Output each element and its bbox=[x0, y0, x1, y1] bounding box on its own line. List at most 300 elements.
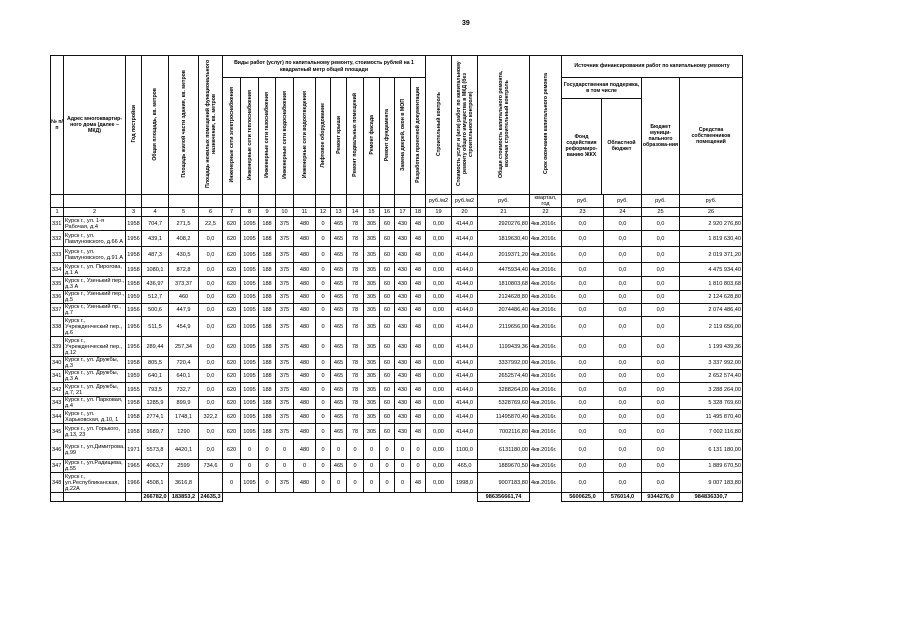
row-cell: 60 bbox=[380, 217, 395, 231]
row-cell: 0,00 bbox=[426, 397, 452, 410]
row-cell: 620 bbox=[223, 440, 241, 460]
row-cell: 480 bbox=[294, 317, 316, 337]
row-cell: 1998,0 bbox=[452, 473, 478, 493]
total-fund: 5600625,0 bbox=[562, 493, 604, 502]
row-cell: 465 bbox=[331, 291, 347, 304]
row-cell: 4144,0 bbox=[452, 383, 478, 397]
row-cell: 60 bbox=[380, 337, 395, 357]
row-cell: 78 bbox=[347, 397, 364, 410]
row-cell: 0,0 bbox=[199, 370, 223, 383]
row-number: 346 bbox=[51, 440, 64, 460]
row-cell: 375 bbox=[276, 231, 294, 247]
row-total-cost: 1199439,36 bbox=[478, 337, 530, 357]
unit-c25: руб. bbox=[642, 195, 680, 208]
row-deadline: 4кв.2016г. bbox=[530, 424, 562, 440]
row-cell: 465 bbox=[331, 410, 347, 424]
row-cell: 48 bbox=[411, 277, 426, 291]
row-cell: 0 bbox=[241, 440, 259, 460]
row-number: 332 bbox=[51, 231, 64, 247]
row-cell: 620 bbox=[223, 424, 241, 440]
row-cell: 465 bbox=[331, 460, 347, 473]
table-row bbox=[51, 357, 743, 370]
row-cell: 480 bbox=[294, 370, 316, 383]
header-funding-group: Источник финансирования работ по капитальному ремонту bbox=[562, 56, 743, 78]
row-cell: 48 bbox=[411, 370, 426, 383]
row-cell: 0 bbox=[364, 460, 380, 473]
row-cell: 1095 bbox=[241, 410, 259, 424]
row-cell: 0 bbox=[259, 460, 276, 473]
row-cell: 0,0 bbox=[562, 247, 604, 263]
capital-repair-table-sheet bbox=[50, 55, 743, 502]
row-deadline: 4кв.2016г. bbox=[530, 473, 562, 493]
row-cell: 408,2 bbox=[169, 231, 199, 247]
row-cell: 620 bbox=[223, 231, 241, 247]
row-cell: 0,00 bbox=[426, 424, 452, 440]
row-cell: 0,0 bbox=[642, 217, 680, 231]
row-owners-funds: 1 199 439,36 bbox=[680, 337, 743, 357]
row-cell: 620 bbox=[223, 383, 241, 397]
column-number: 5 bbox=[169, 208, 199, 217]
row-address: Курск г., Узенький пр., д.7 bbox=[64, 304, 126, 317]
row-cell: 5573,8 bbox=[142, 440, 169, 460]
row-cell: 1095 bbox=[241, 217, 259, 231]
row-cell: 0,00 bbox=[426, 410, 452, 424]
row-cell: 4063,7 bbox=[142, 460, 169, 473]
row-deadline: 4кв.2016г. bbox=[530, 410, 562, 424]
row-cell: 0,0 bbox=[199, 231, 223, 247]
row-cell: 620 bbox=[223, 410, 241, 424]
row-cell: 48 bbox=[411, 410, 426, 424]
row-cell: 48 bbox=[411, 383, 426, 397]
row-cell: 0,0 bbox=[604, 247, 642, 263]
row-cell: 0 bbox=[316, 337, 331, 357]
row-deadline: 4кв.2016г. bbox=[530, 317, 562, 337]
row-total-cost: 9007183,80 bbox=[478, 473, 530, 493]
row-deadline: 4кв.2016г. bbox=[530, 291, 562, 304]
header-owners: Средства собственников помещений bbox=[680, 78, 743, 195]
total-regional: 576014,0 bbox=[604, 493, 642, 502]
row-address: Курск г., ул.Радищева, д.55 bbox=[64, 460, 126, 473]
column-number: 6 bbox=[199, 208, 223, 217]
header-nonliving-area: Площадь нежилых помещений функционального назначения, кв. метров bbox=[199, 56, 223, 195]
row-cell: 0 bbox=[364, 473, 380, 493]
row-cell: 78 bbox=[347, 277, 364, 291]
row-cell: 375 bbox=[276, 370, 294, 383]
row-cell: 1958 bbox=[126, 277, 142, 291]
row-cell: 305 bbox=[364, 247, 380, 263]
row-cell: 0,0 bbox=[642, 424, 680, 440]
row-cell: 0,0 bbox=[642, 410, 680, 424]
row-owners-funds: 5 328 769,60 bbox=[680, 397, 743, 410]
table-row bbox=[51, 217, 743, 231]
row-cell: 0 bbox=[316, 397, 331, 410]
header-regional: Областной бюджет bbox=[607, 140, 636, 153]
row-cell: 4144,0 bbox=[452, 424, 478, 440]
row-cell: 4144,0 bbox=[452, 410, 478, 424]
unit-c21: руб. bbox=[478, 195, 530, 208]
row-cell: 465 bbox=[331, 424, 347, 440]
row-cell: 465 bbox=[331, 357, 347, 370]
row-number: 339 bbox=[51, 337, 64, 357]
row-cell: 188 bbox=[259, 383, 276, 397]
row-total-cost: 3288264,00 bbox=[478, 383, 530, 397]
row-cell: 0 bbox=[380, 460, 395, 473]
row-cell: 1958 bbox=[126, 424, 142, 440]
row-address: Курск г., ул. Парковая, д.4 bbox=[64, 397, 126, 410]
row-cell: 620 bbox=[223, 317, 241, 337]
row-cell: 1095 bbox=[241, 263, 259, 277]
row-cell: 1958 bbox=[126, 357, 142, 370]
table-row bbox=[51, 410, 743, 424]
header-work-7: Ремонт крыши bbox=[331, 78, 347, 195]
row-cell: 1959 bbox=[126, 291, 142, 304]
row-cell: 4508,1 bbox=[142, 473, 169, 493]
row-cell: 0,0 bbox=[562, 460, 604, 473]
row-cell: 0 bbox=[223, 460, 241, 473]
row-cell: 375 bbox=[276, 410, 294, 424]
row-address: Курск г., ул. Харьковская, д.10, 1 bbox=[64, 410, 126, 424]
row-cell: 48 bbox=[411, 357, 426, 370]
row-cell: 4144,0 bbox=[452, 231, 478, 247]
row-owners-funds: 1 810 803,68 bbox=[680, 277, 743, 291]
row-address: Курск г., Узенький пер., д.5 bbox=[65, 291, 125, 303]
row-address: Курск г., ул. Павлуновского, д.91 А bbox=[64, 247, 126, 263]
row-owners-funds: 2 019 371,20 bbox=[680, 247, 743, 263]
row-cell: 0,0 bbox=[642, 397, 680, 410]
row-cell: 1956 bbox=[126, 304, 142, 317]
row-cell: 0,0 bbox=[642, 277, 680, 291]
row-cell: 1285,9 bbox=[142, 397, 169, 410]
row-cell: 0,00 bbox=[426, 291, 452, 304]
row-cell: 1956 bbox=[126, 231, 142, 247]
row-cell: 78 bbox=[347, 231, 364, 247]
row-address: Курск г., Учрежденческий пер., д.6 bbox=[64, 317, 126, 337]
unit-c26: руб. bbox=[680, 195, 743, 208]
row-cell: 0,0 bbox=[604, 277, 642, 291]
row-cell: 3616,8 bbox=[169, 473, 199, 493]
row-cell: 305 bbox=[364, 263, 380, 277]
table-row bbox=[51, 247, 743, 263]
row-cell: 1689,7 bbox=[142, 424, 169, 440]
header-work-5: Инженерные сети водоотведения bbox=[294, 78, 316, 195]
row-cell: 0,0 bbox=[604, 263, 642, 277]
column-number: 11 bbox=[294, 208, 316, 217]
row-cell: 0,0 bbox=[604, 217, 642, 231]
row-address: Курск г., Учрежденческий пер., д.12 bbox=[64, 337, 126, 357]
row-cell: 0 bbox=[347, 440, 364, 460]
row-cell: 188 bbox=[259, 277, 276, 291]
row-cell: 375 bbox=[276, 424, 294, 440]
row-cell: 0,0 bbox=[199, 383, 223, 397]
row-cell: 430 bbox=[395, 263, 411, 277]
row-owners-funds: 7 002 116,80 bbox=[680, 424, 743, 440]
row-cell: 1966 bbox=[126, 473, 142, 493]
row-deadline: 4кв.2016г. bbox=[530, 460, 562, 473]
row-cell: 0,0 bbox=[562, 304, 604, 317]
row-cell: 305 bbox=[364, 277, 380, 291]
row-cell bbox=[199, 473, 223, 493]
row-cell: 60 bbox=[380, 357, 395, 370]
row-cell: 0 bbox=[316, 217, 331, 231]
row-deadline: 4кв.2016г. bbox=[530, 383, 562, 397]
header-municipal: Бюджет муници-пального образова-ния bbox=[642, 78, 680, 195]
row-cell: 0,0 bbox=[562, 357, 604, 370]
row-number: 338 bbox=[51, 317, 64, 337]
row-address: Курск г., Узенький пер., д.3 А bbox=[65, 277, 125, 290]
row-number: 331 bbox=[51, 217, 64, 231]
row-cell: 1095 bbox=[241, 357, 259, 370]
row-cell: 1956 bbox=[126, 317, 142, 337]
row-cell: 0,00 bbox=[426, 317, 452, 337]
row-cell: 4144,0 bbox=[452, 370, 478, 383]
row-cell: 48 bbox=[411, 304, 426, 317]
row-cell: 78 bbox=[347, 410, 364, 424]
row-cell: 4144,0 bbox=[452, 217, 478, 231]
row-cell: 0,0 bbox=[642, 337, 680, 357]
row-address: Курск г., ул.Республиканская, д.22А bbox=[64, 473, 126, 493]
row-cell: 60 bbox=[380, 370, 395, 383]
row-cell: 0 bbox=[331, 473, 347, 493]
row-cell: 480 bbox=[294, 247, 316, 263]
row-cell: 620 bbox=[223, 217, 241, 231]
row-owners-funds: 9 007 183,80 bbox=[680, 473, 743, 493]
table-row bbox=[51, 370, 743, 383]
row-cell: 375 bbox=[276, 263, 294, 277]
row-owners-funds: 11 495 870,40 bbox=[680, 410, 743, 424]
row-cell: 48 bbox=[411, 337, 426, 357]
row-cell: 465,0 bbox=[452, 460, 478, 473]
row-cell: 1095 bbox=[241, 424, 259, 440]
row-cell: 1958 bbox=[126, 247, 142, 263]
row-cell: 305 bbox=[364, 424, 380, 440]
row-cell: 48 bbox=[411, 317, 426, 337]
column-number: 26 bbox=[680, 208, 743, 217]
row-cell: 0,0 bbox=[199, 277, 223, 291]
row-cell: 0,0 bbox=[562, 291, 604, 304]
row-number: 344 bbox=[51, 410, 64, 424]
row-cell: 60 bbox=[380, 397, 395, 410]
row-cell: 465 bbox=[331, 337, 347, 357]
row-cell: 0,0 bbox=[199, 263, 223, 277]
row-cell: 0,0 bbox=[604, 304, 642, 317]
row-cell: 188 bbox=[259, 231, 276, 247]
row-cell: 0,0 bbox=[562, 440, 604, 460]
column-number: 4 bbox=[142, 208, 169, 217]
row-cell: 78 bbox=[347, 337, 364, 357]
row-cell: 480 bbox=[294, 277, 316, 291]
header-work-8: Ремонт подвальных помещений bbox=[347, 78, 364, 195]
header-state-support: Государственная поддержка, в том числе bbox=[562, 78, 641, 98]
row-cell: 0,00 bbox=[426, 217, 452, 231]
row-cell: 487,3 bbox=[142, 247, 169, 263]
row-cell: 0 bbox=[395, 440, 411, 460]
row-cell: 620 bbox=[223, 370, 241, 383]
row-cell: 465 bbox=[331, 397, 347, 410]
row-cell: 0 bbox=[316, 460, 331, 473]
unit-c20: руб./м2 bbox=[452, 195, 478, 208]
row-cell: 430 bbox=[395, 424, 411, 440]
row-cell: 305 bbox=[364, 337, 380, 357]
total-owners: 984836330,7 bbox=[680, 493, 743, 502]
row-cell: 4144,0 bbox=[452, 317, 478, 337]
row-cell: 480 bbox=[294, 357, 316, 370]
row-cell: 0,0 bbox=[604, 231, 642, 247]
row-cell: 0,0 bbox=[199, 440, 223, 460]
row-cell: 1095 bbox=[241, 304, 259, 317]
row-cell: 430 bbox=[395, 231, 411, 247]
row-cell: 430 bbox=[395, 383, 411, 397]
column-number: 23 bbox=[562, 208, 604, 217]
row-cell: 0,00 bbox=[426, 440, 452, 460]
table-row bbox=[51, 424, 743, 440]
header-work-3: Инженерные сети газоснабжения bbox=[259, 78, 276, 195]
row-cell: 0 bbox=[316, 304, 331, 317]
row-cell: 1095 bbox=[241, 383, 259, 397]
row-cell: 0,0 bbox=[562, 424, 604, 440]
row-cell: 500,6 bbox=[142, 304, 169, 317]
row-cell: 60 bbox=[380, 317, 395, 337]
row-cell: 0,0 bbox=[642, 473, 680, 493]
row-cell: 305 bbox=[364, 317, 380, 337]
row-total-cost: 11495870,40 bbox=[478, 410, 530, 424]
row-cell: 0 bbox=[411, 460, 426, 473]
row-cell: 60 bbox=[380, 383, 395, 397]
column-number: 16 bbox=[380, 208, 395, 217]
row-cell: 0 bbox=[316, 247, 331, 263]
row-cell: 480 bbox=[294, 383, 316, 397]
row-number: 333 bbox=[51, 247, 64, 263]
row-cell: 4144,0 bbox=[452, 357, 478, 370]
row-number: 348 bbox=[51, 473, 64, 493]
row-cell: 480 bbox=[294, 473, 316, 493]
column-number: 25 bbox=[642, 208, 680, 217]
row-deadline: 4кв.2016г. bbox=[530, 263, 562, 277]
row-cell: 0,0 bbox=[604, 317, 642, 337]
row-cell: 48 bbox=[411, 217, 426, 231]
row-cell: 188 bbox=[259, 370, 276, 383]
row-cell: 0,0 bbox=[562, 317, 604, 337]
table-row bbox=[51, 383, 743, 397]
row-cell: 720,4 bbox=[169, 357, 199, 370]
row-cell: 0,0 bbox=[199, 291, 223, 304]
row-cell: 48 bbox=[411, 424, 426, 440]
row-cell: 4144,0 bbox=[452, 277, 478, 291]
row-cell: 0,0 bbox=[604, 357, 642, 370]
header-living-area: Площадь жилой части здания, кв. метров bbox=[169, 56, 199, 195]
column-number: 7 bbox=[223, 208, 241, 217]
row-cell: 620 bbox=[223, 247, 241, 263]
column-number: 20 bbox=[452, 208, 478, 217]
row-cell: 0,0 bbox=[642, 263, 680, 277]
column-number: 19 bbox=[426, 208, 452, 217]
row-cell: 454,9 bbox=[169, 317, 199, 337]
row-cell: 257,34 bbox=[169, 337, 199, 357]
row-cell: 289,44 bbox=[142, 337, 169, 357]
column-number: 15 bbox=[364, 208, 380, 217]
row-cell: 60 bbox=[380, 410, 395, 424]
row-cell: 0,0 bbox=[604, 424, 642, 440]
row-cell: 0,0 bbox=[642, 460, 680, 473]
row-cell: 430 bbox=[395, 217, 411, 231]
row-cell: 188 bbox=[259, 247, 276, 263]
row-cell: 704,7 bbox=[142, 217, 169, 231]
row-cell: 78 bbox=[347, 304, 364, 317]
row-cell: 0,0 bbox=[562, 277, 604, 291]
row-cell: 430 bbox=[395, 370, 411, 383]
header-building-control: Строительный контроль bbox=[426, 56, 452, 195]
column-number: 17 bbox=[395, 208, 411, 217]
row-cell: 78 bbox=[347, 317, 364, 337]
row-total-cost: 3337992,00 bbox=[478, 357, 530, 370]
header-work-2: Инженерные сети теплоснабжения bbox=[241, 78, 259, 195]
row-cell: 60 bbox=[380, 231, 395, 247]
row-cell: 188 bbox=[259, 424, 276, 440]
row-cell: 0 bbox=[347, 460, 364, 473]
row-number: 334 bbox=[51, 263, 64, 277]
row-total-cost: 7002116,80 bbox=[478, 424, 530, 440]
row-cell: 465 bbox=[331, 317, 347, 337]
row-cell: 375 bbox=[276, 473, 294, 493]
row-cell: 0 bbox=[294, 460, 316, 473]
row-cell: 305 bbox=[364, 410, 380, 424]
row-cell: 480 bbox=[294, 231, 316, 247]
row-total-cost: 2652574,40 bbox=[478, 370, 530, 383]
row-cell: 0 bbox=[276, 440, 294, 460]
row-cell: 620 bbox=[223, 397, 241, 410]
row-cell: 48 bbox=[411, 263, 426, 277]
row-cell: 188 bbox=[259, 357, 276, 370]
row-owners-funds: 2 074 486,40 bbox=[680, 304, 743, 317]
row-cell: 0 bbox=[364, 440, 380, 460]
row-cell: 78 bbox=[347, 370, 364, 383]
column-number: 12 bbox=[316, 208, 331, 217]
row-cell: 1095 bbox=[241, 473, 259, 493]
row-cell: 0,0 bbox=[199, 357, 223, 370]
row-cell: 0,00 bbox=[426, 247, 452, 263]
row-deadline: 4кв.2016г. bbox=[530, 357, 562, 370]
row-deadline: 4кв.2016г. bbox=[530, 337, 562, 357]
row-cell: 620 bbox=[223, 277, 241, 291]
row-cell: 0,00 bbox=[426, 370, 452, 383]
unit-c22: квартал, год bbox=[530, 195, 562, 208]
row-cell: 0 bbox=[395, 460, 411, 473]
row-cell: 465 bbox=[331, 277, 347, 291]
row-cell: 0,0 bbox=[604, 410, 642, 424]
header-address: Адрес многоквартир-ного дома (далее – МКД) bbox=[64, 56, 126, 195]
row-owners-funds: 1 819 630,40 bbox=[680, 231, 743, 247]
row-cell: 0,0 bbox=[604, 473, 642, 493]
row-cell: 305 bbox=[364, 231, 380, 247]
row-cell: 0,0 bbox=[642, 291, 680, 304]
row-cell: 0,0 bbox=[199, 397, 223, 410]
row-total-cost: 2074486,40 bbox=[478, 304, 530, 317]
row-cell: 430 bbox=[395, 304, 411, 317]
row-cell: 48 bbox=[411, 291, 426, 304]
row-cell: 0 bbox=[316, 383, 331, 397]
row-cell: 0,0 bbox=[642, 440, 680, 460]
header-total-cost: Общая стоимость капитального ремонта, включая строительный контроль bbox=[478, 56, 530, 195]
table-row bbox=[51, 397, 743, 410]
row-owners-funds: 1 889 670,50 bbox=[680, 460, 743, 473]
row-cell: 1956 bbox=[126, 337, 142, 357]
row-cell: 512,7 bbox=[142, 291, 169, 304]
row-cell: 375 bbox=[276, 277, 294, 291]
row-number: 341 bbox=[51, 370, 64, 383]
row-cell: 640,1 bbox=[142, 370, 169, 383]
row-cell: 0,0 bbox=[199, 317, 223, 337]
column-number: 22 bbox=[530, 208, 562, 217]
header-work-10: Ремонт фундамента bbox=[380, 78, 395, 195]
